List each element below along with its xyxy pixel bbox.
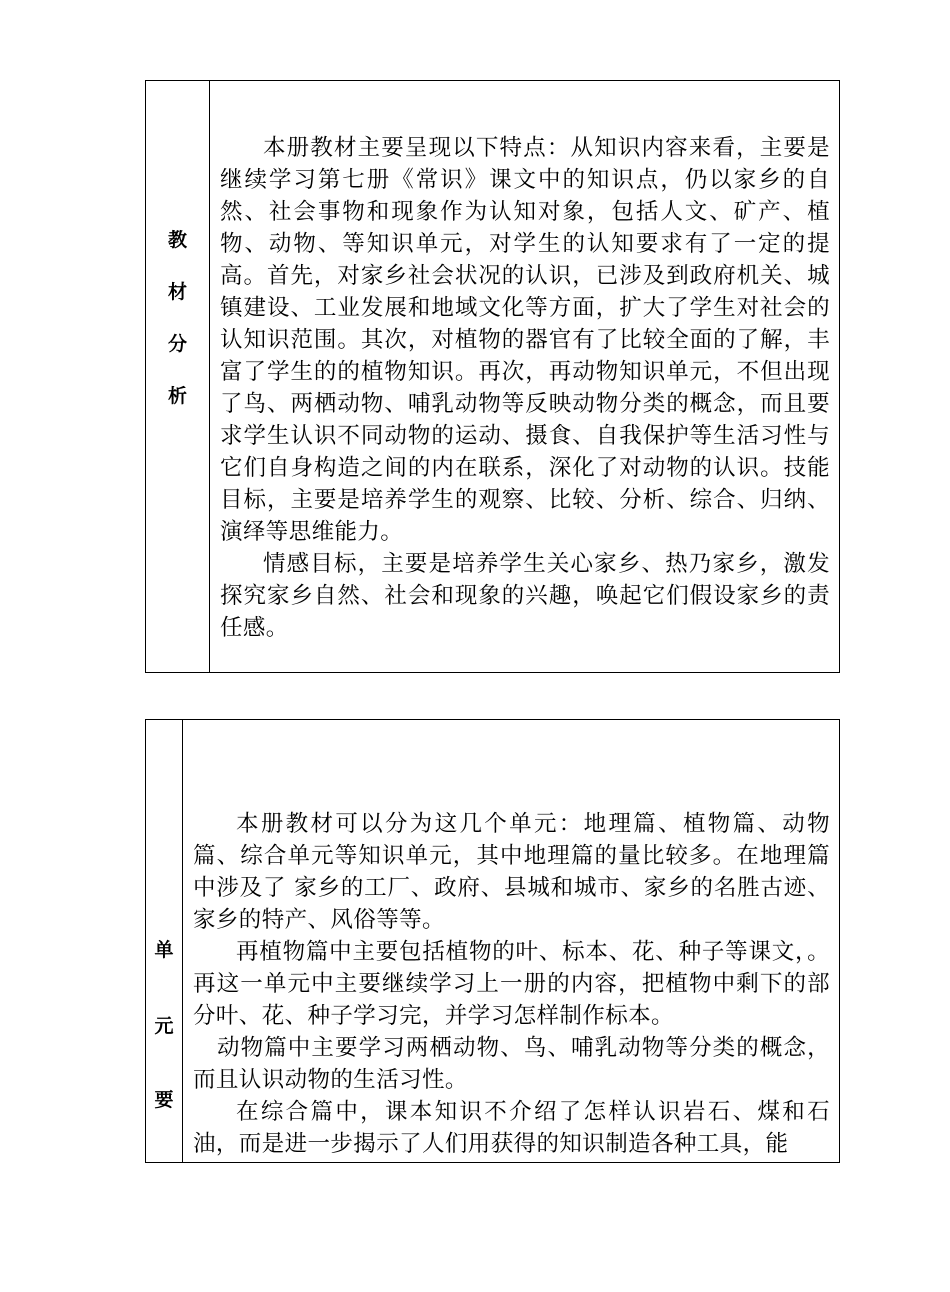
label-char: 材 [167,281,187,303]
paragraph: 情感目标，主要是培养学生关心家乡、热乃家乡，激发探究家乡自然、社会和现象的兴趣，唤起它们假设家乡的责任感。 [220,551,830,641]
label-char: 分 [167,333,187,355]
label-char: 要 [154,1089,174,1111]
textbook-analysis-content [220,132,830,644]
paragraph: 本册教材主要呈现以下特点：从知识内容来看，主要是继续学习第七册《常识》课文中的知识点，仍以家乡的自然、社会事物和现象作为认知对象，包括人文、矿产、植物、动物、等知识单元，对学生的认知要求有了一定的提高。首先，对家乡社会状况的认识，已涉及到政府机关、城镇建设、工业发展和地域文化等方面，扩大了学生对社会的认知识范围。其次，对植物的器官有了比较全面的了解，丰富了学生的的植物知识。再次，再动物知识单元，不但出现了鸟、两栖动物、哺乳动物等反映动物分类的概念，而且要求学生认识不同动物的运动、摄食、自我保护等生活习性与它们自身构造之间的内在联系，深化了对动物的认识。技能目标，主要是培养学生的观察、比较、分析、综合、归纳、演绎等思维能力。 [220,135,830,545]
paragraph: 本册教材可以分为这几个单元：地理篇、植物篇、动物篇、综合单元等知识单元，其中地理篇的量比较多。在地理篇中涉及了 家乡的工厂、政府、县城和城市、家乡的名胜古迹、家乡的特产、风俗等等。 [193,811,830,933]
label-char: 元 [154,1015,174,1037]
textbook-analysis-table [145,80,840,673]
unit-overview-table [145,719,840,1163]
unit-overview-content [193,808,830,1160]
paragraph: 在综合篇中，课本知识不介绍了怎样认识岩石、煤和石油，而是进一步揭示了人们用获得的知识制造各种工具，能 [193,1099,830,1157]
textbook-analysis-label-cell [146,81,210,672]
label-char: 析 [167,385,187,407]
paragraph: 动物篇中主要学习两栖动物、鸟、哺乳动物等分类的概念，而且认识动物的生活习性。 [193,1035,830,1093]
label-char: 教 [167,229,187,251]
paragraph: 再植物篇中主要包括植物的叶、标本、花、种子等课文，。再这一单元中主要继续学习上一册的内容，把植物中剩下的部分叶、花、种子学习完，并学习怎样制作标本。 [193,939,830,1029]
label-char: 单 [154,939,174,961]
unit-overview-label-cell [146,720,183,1162]
